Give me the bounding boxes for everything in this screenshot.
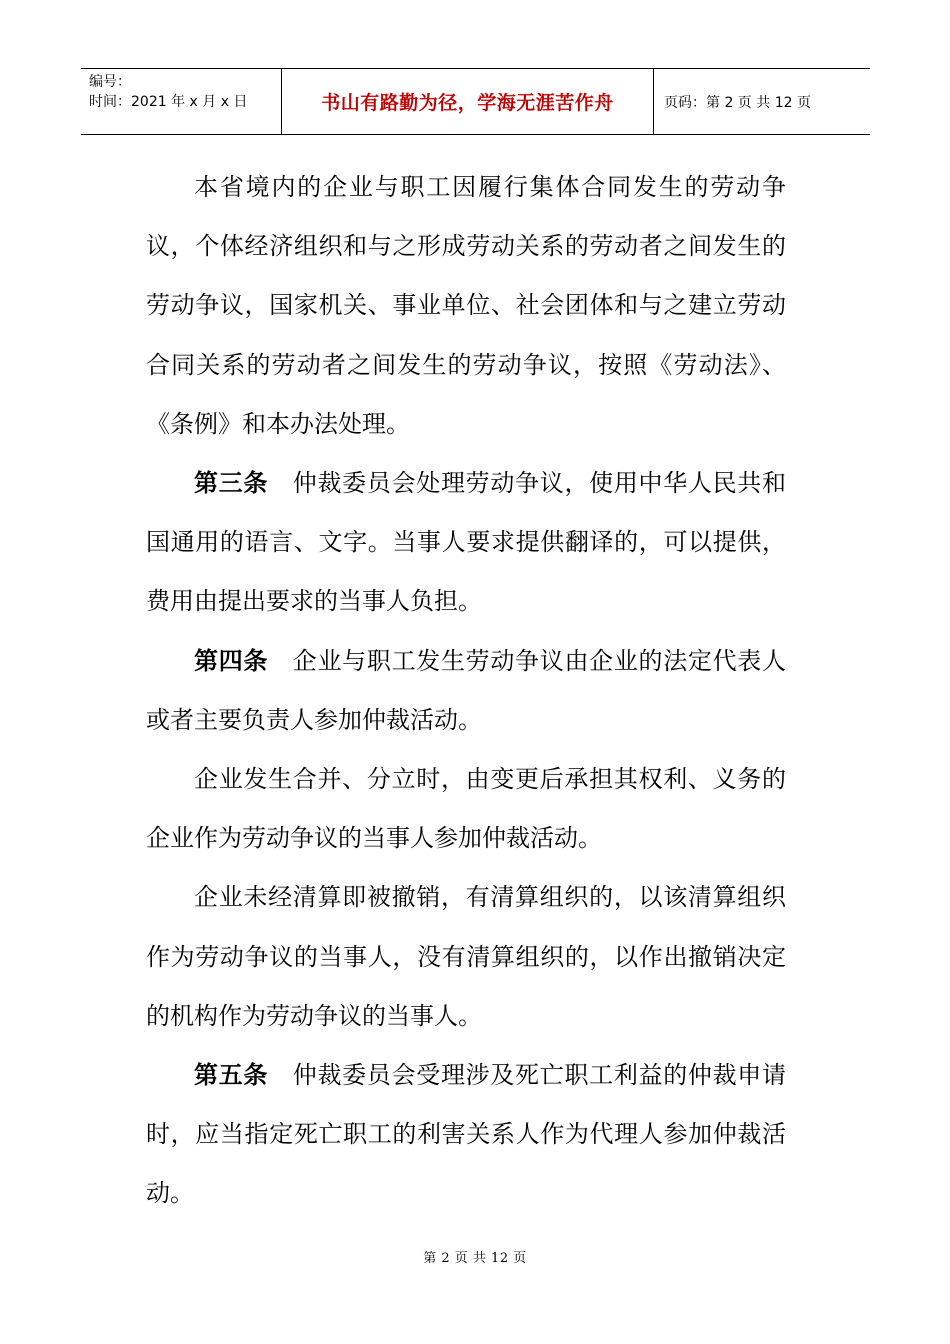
paragraph — [146, 454, 786, 632]
header-meta — [81, 69, 281, 134]
paragraph-text: 企业发生合并、分立时，由变更后承担其权利、义务的企业作为劳动争议的当事人参加仲裁活动。 — [146, 765, 786, 853]
page-header — [81, 68, 870, 135]
paragraph-text: 仲裁委员会受理涉及死亡职工利益的仲裁申请时，应当指定死亡职工的利害关系人作为代理人参加仲裁活动。 — [146, 1061, 787, 1208]
paragraph-text: 企业未经清算即被撤销，有清算组织的，以该清算组织作为劳动争议的当事人，没有清算组织的，以作出撤销决定的机构作为劳动争议的当事人。 — [146, 883, 786, 1030]
paragraph-text: 企业与职工发生劳动争议由企业的法定代表人或者主要负责人参加仲裁活动。 — [146, 646, 787, 734]
paragraph-text: 本省境内的企业与职工因履行集体合同发生的劳动争议，个体经济组织和与之形成劳动关系的劳动者之间发生的劳动争议，国家机关、事业单位、社会团体和与之建立劳动合同关系的劳动者之间发生的劳动争议，按照《劳动法》、《条例》和本办法处理。 — [146, 173, 786, 438]
article-heading: 第四条 — [194, 646, 269, 675]
paragraph — [146, 1046, 786, 1224]
page-footer: 第 2 页 共 12 页 — [423, 1251, 527, 1266]
paragraph — [146, 158, 786, 454]
header-motto: 书山有路勤为径，学海无涯苦作舟 — [321, 92, 614, 114]
paragraph — [146, 750, 786, 868]
paragraph-text: 仲裁委员会处理劳动争议，使用中华人民共和国通用的语言、文字。当事人要求提供翻译的，可以提供，费用由提出要求的当事人负担。 — [146, 469, 787, 616]
article-heading: 第三条 — [194, 469, 269, 498]
paragraph — [146, 632, 786, 750]
header-page-info: 页码：第 2 页 共 12 页 — [664, 94, 811, 111]
header-motto-cell — [281, 69, 654, 134]
header-time-label: 时间：2021 年 x 月 x 日 — [89, 94, 248, 110]
document-body — [146, 158, 786, 1224]
paragraph — [146, 868, 786, 1046]
article-heading: 第五条 — [194, 1061, 269, 1090]
header-number-label: 编号： — [89, 74, 131, 90]
